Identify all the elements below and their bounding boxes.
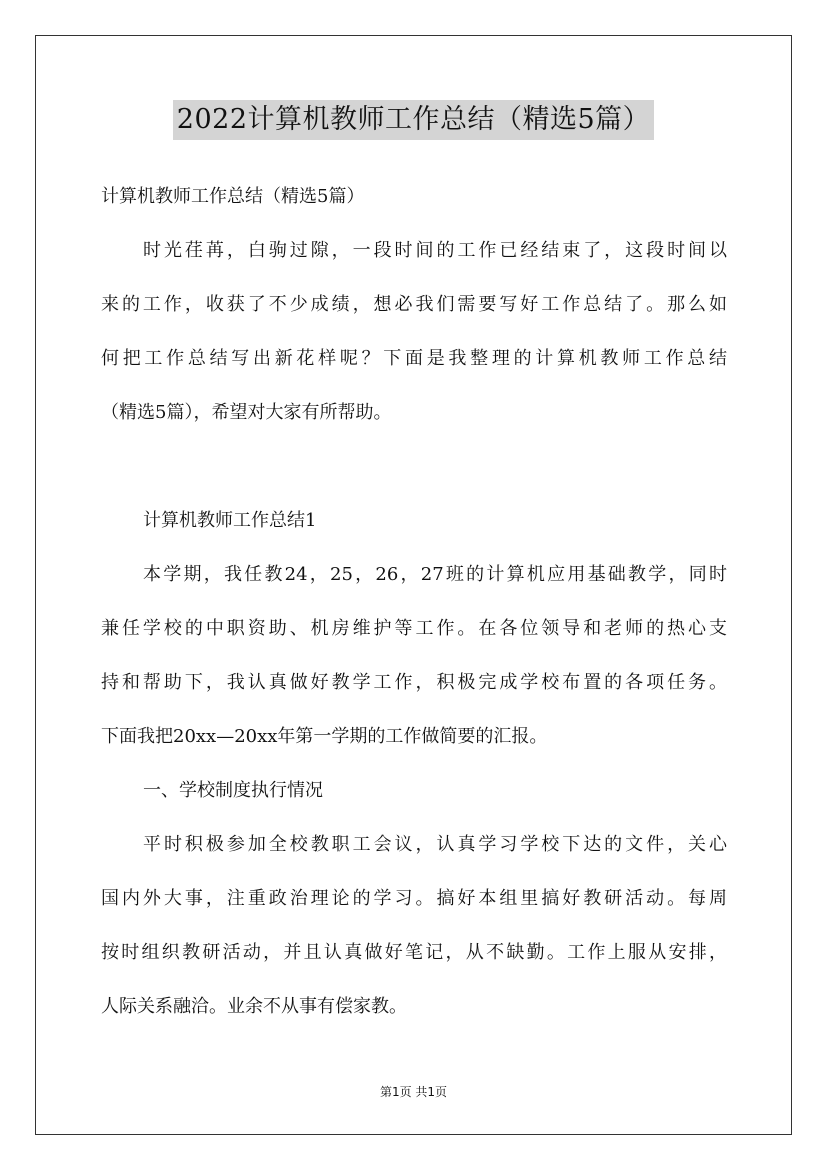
- document-title: 2022计算机教师工作总结（精选5篇）: [173, 100, 654, 140]
- subheading: 一、学校制度执行情况: [143, 780, 323, 801]
- para2-line-1: 平时积极参加全校教职工会议，认真学习学校下达的文件，关心: [143, 834, 727, 855]
- para1-line-3: 持和帮助下，我认真做好教学工作，积极完成学校布置的各项任务。: [101, 672, 727, 693]
- para1-line-1: 本学期，我任教24，25，26，27班的计算机应用基础教学，同时: [143, 564, 727, 585]
- intro-line-3: 何把工作总结写出新花样呢？下面是我整理的计算机教师工作总结: [101, 348, 727, 369]
- document-subtitle: 计算机教师工作总结（精选5篇）: [101, 186, 365, 207]
- page-footer: 第1页 共1页: [379, 1085, 448, 1099]
- intro-line-2: 来的工作，收获了不少成绩，想必我们需要写好工作总结了。那么如: [101, 294, 727, 315]
- para1-line-2: 兼任学校的中职资助、机房维护等工作。在各位领导和老师的热心支: [101, 618, 727, 639]
- para2-line-2: 国内外大事，注重政治理论的学习。搞好本组里搞好教研活动。每周: [101, 888, 727, 909]
- document-body: [101, 170, 727, 1034]
- section-heading: 计算机教师工作总结1: [143, 510, 317, 531]
- intro-line-1: 时光荏苒，白驹过隙，一段时间的工作已经结束了，这段时间以: [143, 240, 727, 261]
- title-area: [0, 100, 827, 140]
- para1-line-4: 下面我把20xx—20xx年第一学期的工作做简要的汇报。: [101, 726, 548, 747]
- para2-line-3: 按时组织教研活动，并且认真做好笔记，从不缺勤。工作上服从安排，: [101, 942, 727, 963]
- intro-line-4: （精选5篇），希望对大家有所帮助。: [101, 402, 392, 423]
- blank-line: [101, 440, 727, 494]
- para2-line-4: 人际关系融洽。业余不从事有偿家教。: [101, 996, 407, 1017]
